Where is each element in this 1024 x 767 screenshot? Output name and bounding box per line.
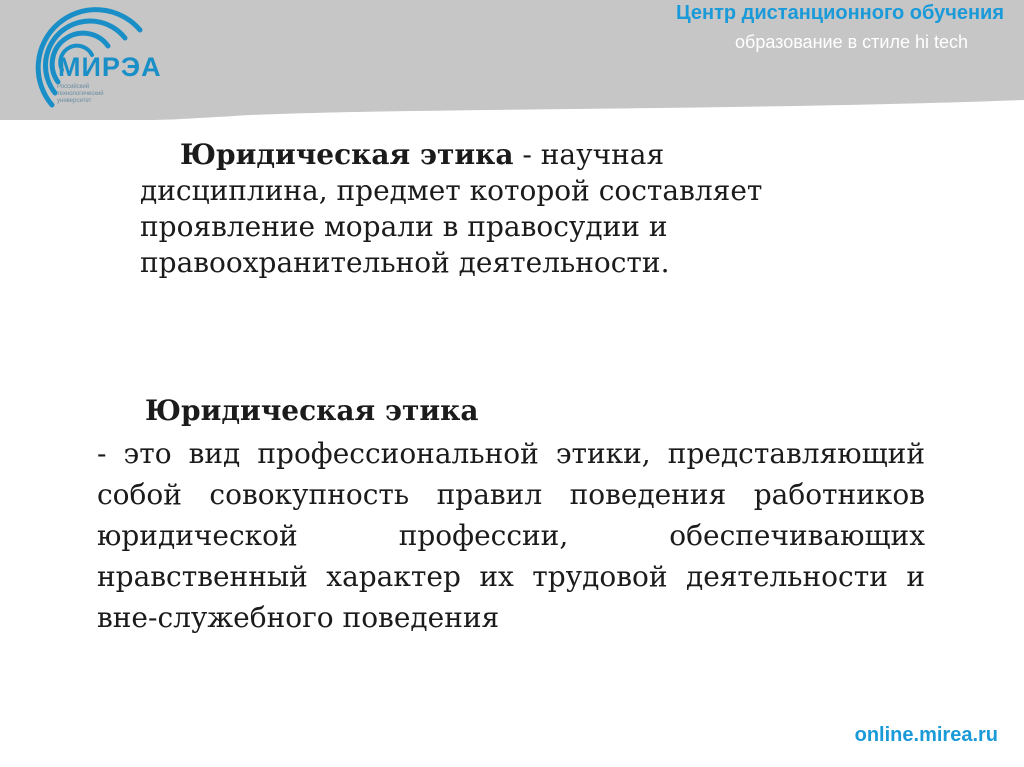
definition-paragraph-1 <box>140 137 780 281</box>
term-2: Юридическая этика <box>145 394 479 427</box>
term-1: Юридическая этика <box>180 138 514 171</box>
definition-1-text: - научная дисциплина, предмет которой составляет проявление морали в правосудии и правоохранительной деятельности. <box>140 138 763 279</box>
center-title: Центр дистанционного обучения <box>676 2 1004 24</box>
center-subtitle: образование в стиле hi tech <box>735 32 968 52</box>
logo-text: МИРЭА <box>58 52 162 82</box>
mirea-logo <box>0 0 180 120</box>
definition-paragraph-2: - это вид профессиональной этики, представляющий собой совокупность правил поведения работников юридической профессии, обеспечивающих нравственный характер их трудовой деятельности и вне-служебного поведения <box>97 437 925 634</box>
footer-link[interactable]: online.mirea.ru <box>854 724 998 746</box>
logo-subtext: Российский технологический университет <box>57 84 104 104</box>
